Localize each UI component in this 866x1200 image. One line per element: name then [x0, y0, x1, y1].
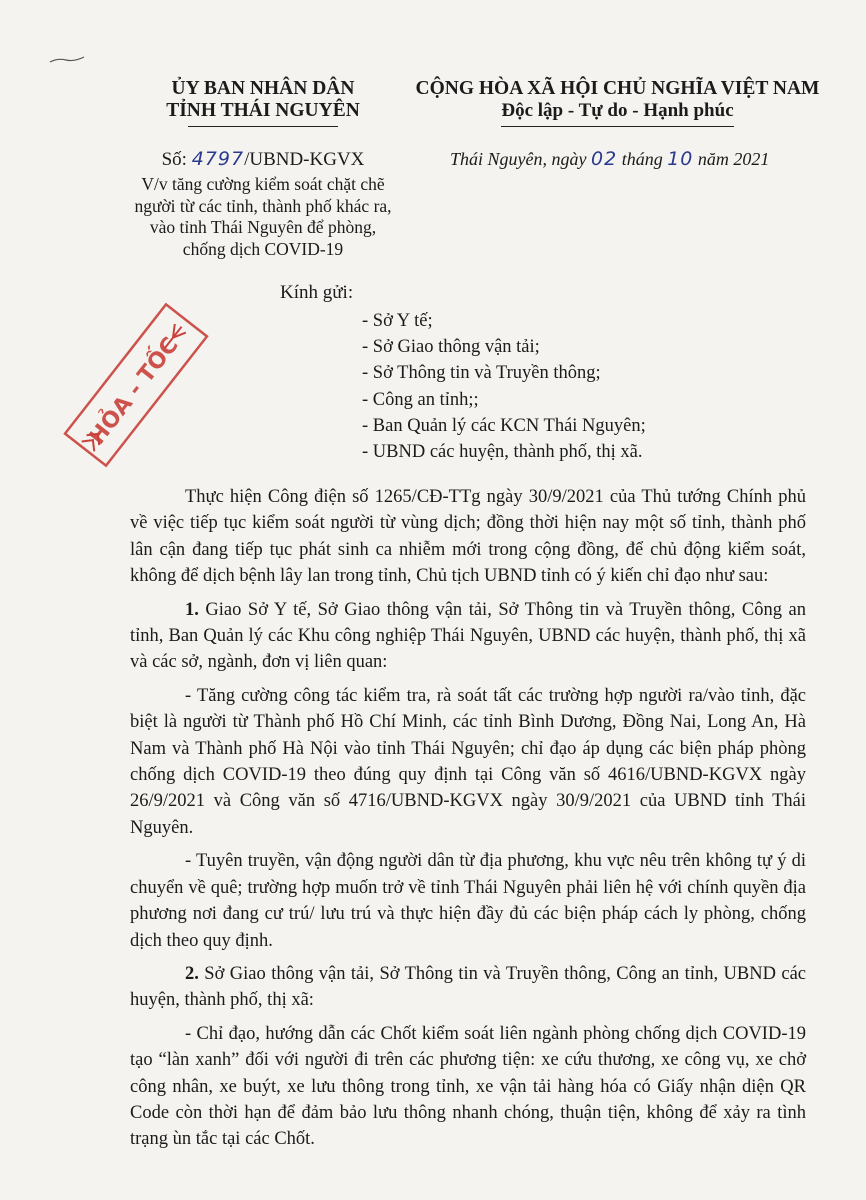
urgent-stamp — [56, 300, 216, 470]
paragraph-text: - Tuyên truyền, vận động người dân từ địa phương, khu vực nêu trên không tự ý di chuyển về quê; trường hợp muốn trở về tỉnh Thái Nguyên phải liên hệ với chính quyền địa phương nơi đang cư trú/ lưu trú và thực hiện đầy đủ các biện pháp cách ly phòng, chống dịch theo quy định. — [130, 851, 806, 951]
body-paragraph — [130, 1021, 806, 1153]
recipient-item: - Ban Quản lý các KCN Thái Nguyên; — [362, 415, 646, 436]
recipients-list — [362, 308, 646, 465]
dateline-day: 02 — [591, 148, 618, 170]
subject-line: người từ các tỉnh, thành phố khác ra, — [134, 195, 392, 216]
recipient-item: - Sở Y tế; — [362, 311, 433, 331]
dateline-place: Thái Nguyên, ngày — [450, 149, 587, 169]
doc-number-suffix: /UBND-KGVX — [244, 149, 365, 170]
agency-line-2: TỈNH THÁI NGUYÊN — [166, 100, 360, 121]
document-body — [130, 484, 806, 1160]
doc-number-prefix: Số: — [161, 149, 187, 170]
subject-line: vào tỉnh Thái Nguyên để phòng, — [149, 217, 377, 237]
dateline — [450, 148, 820, 170]
dateline-month: 10 — [667, 148, 694, 170]
recipient-item: - Công an tỉnh;; — [362, 389, 479, 410]
subject-line: chống dịch COVID-19 — [182, 238, 344, 259]
body-paragraph — [130, 961, 806, 1014]
recipient-item: - Sở Thông tin và Truyền thông; — [362, 363, 601, 384]
stray-pen-mark — [48, 52, 86, 66]
body-paragraph — [130, 597, 806, 676]
paragraph-text: Sở Giao thông vận tải, Sở Thông tin và Truyền thông, Công an tỉnh, UBND các huyện, thành phố, thị xã: — [130, 963, 806, 1011]
paragraph-number: 2. — [185, 963, 199, 984]
nation-line-1: CỘNG HÒA XÃ HỘI CHỦ NGHĨA VIỆT NAM — [415, 78, 820, 99]
dateline-month-label: tháng — [621, 149, 663, 169]
dateline-year: năm 2021 — [697, 149, 770, 169]
issuing-agency — [118, 78, 408, 122]
agency-line-1: ỦY BAN NHÂN DÂN — [171, 78, 355, 99]
document-number — [118, 148, 408, 171]
paragraph-text: - Chỉ đạo, hướng dẫn các Chốt kiểm soát liên ngành phòng chống dịch COVID-19 tạo “làn xanh” đối với người đi trên các phương tiện: xe cứu thương, xe công vụ, xe chở công nhân, xe buýt, xe lưu thông trong tỉnh, xe vận tải hàng hóa có Giấy nhận diện QR Code còn thời hạn để đảm bảo lưu thông nhanh chóng, thuận tiện, không để xảy ra tình trạng ùn tắc tại các Chốt. — [130, 1023, 806, 1150]
paragraph-text: Giao Sở Y tế, Sở Giao thông vận tải, Sở Thông tin và Truyền thông, Công an tỉnh, Ban Quản lý các Khu công nghiệp Thái Nguyên, UBND các huyện, thành phố, thị xã và các sở, ngành, đơn vị liên quan: — [130, 599, 806, 673]
stamp-text: HỎA - TỐC — [84, 332, 184, 450]
body-paragraph — [130, 484, 806, 590]
doc-number-handwritten: 4797 — [191, 148, 245, 170]
body-paragraph — [130, 683, 806, 841]
paragraph-text: - Tăng cường công tác kiểm tra, rà soát tất các trường hợp người ra/vào tỉnh, đặc biệt là người từ Thành phố Hồ Chí Minh, các tỉnh Bình Dương, Đồng Nai, Long An, Hà Nam và Thành phố Hà Nội vào tỉnh Thái Nguyên; chỉ đạo áp dụng các biện pháp phòng chống dịch COVID-19 theo đúng quy định tại Công văn số 4616/UBND-KGVX ngày 26/9/2021 và Công văn số 4716/UBND-KGVX ngày 30/9/2021 của UBND tỉnh Thái Nguyên. — [130, 685, 806, 838]
subject-block — [100, 174, 426, 260]
paragraph-number: 1. — [185, 599, 199, 620]
nation-line-2: Độc lập - Tự do - Hạnh phúc — [501, 100, 734, 121]
recipient-item: - UBND các huyện, thành phố, thị xã. — [362, 442, 643, 463]
body-paragraph — [130, 848, 806, 954]
paragraph-text: Thực hiện Công điện số 1265/CĐ-TTg ngày 30/9/2021 của Thủ tướng Chính phủ về việc tiếp tục kiểm soát người từ vùng dịch; đồng thời hiện nay một số tỉnh, thành phố lân cận đang tiếp tục phát sinh ca nhiễm mới trong cộng đồng, để chủ động kiểm soát, không để dịch bệnh lây lan trong tỉnh, Chủ tịch UBND tỉnh có ý kiến chỉ đạo như sau: — [130, 487, 806, 587]
recipient-item: - Sở Giao thông vận tải; — [362, 337, 540, 358]
recipients-label: Kính gửi: — [280, 282, 354, 303]
national-motto — [405, 78, 830, 122]
subject-line: V/v tăng cường kiểm soát chặt chẽ — [141, 174, 385, 194]
